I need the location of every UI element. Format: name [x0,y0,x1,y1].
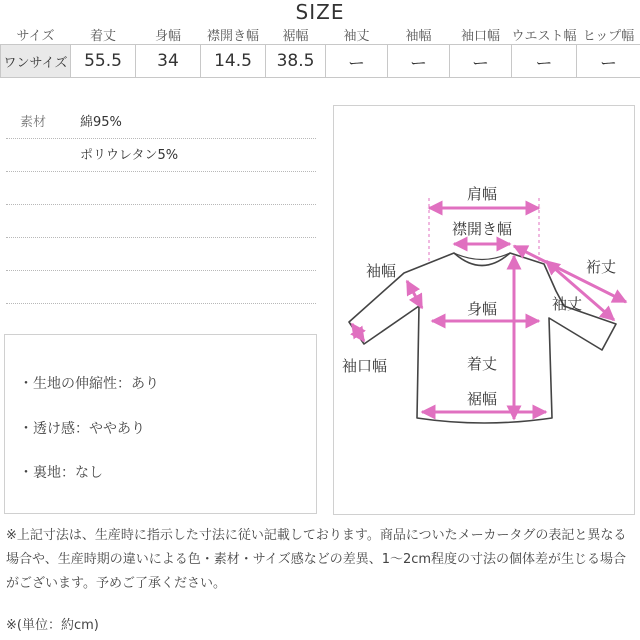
label-length: 着丈 [466,355,498,373]
material-value: ポリウレタン5% [80,148,179,163]
header-body-width: 身幅 [154,28,181,44]
cell-hem-width: 38.5 [266,45,326,78]
header-length: 着丈 [89,28,116,44]
label-yuki: 裄丈 [586,258,617,276]
material-row-empty [6,238,316,271]
cuff-line [352,324,364,341]
label-shoulder: 肩幅 [466,185,498,203]
label-body-width: 身幅 [466,300,498,318]
cell-cuff-width: ー [450,45,512,78]
cell-neck-width: 14.5 [201,45,266,78]
label-neck: 襟開き幅 [451,220,513,238]
material-row-empty [6,271,316,304]
unit-note: ※(単位：約cm) [6,618,99,633]
feature-stretch: ・生地の伸縮性：あり [19,376,159,392]
row-size-name: ワンサイズ [1,45,71,78]
material-row-empty [6,172,316,205]
label-hem: 裾幅 [466,390,498,408]
header-hip-width: ヒップ幅 [582,28,635,44]
label-sleeve-width: 袖幅 [366,262,397,280]
label-sleeve-length: 袖丈 [552,295,583,313]
label-cuff: 袖口幅 [342,357,388,375]
header-sleeve-length: 袖丈 [343,28,370,44]
cell-length: 55.5 [71,45,136,78]
notes-text: ※上記寸法は、生産時に指示した寸法に従い記載しております。商品についたメーカータグの表記と異なる場合や、生産時期の違いによる色・素材・サイズ感などの差異、1～2cm程度の寸法の個体差が生じる場合がございます。予めご了承ください。 [6,528,627,591]
feature-lining: ・裏地：なし [19,465,103,481]
sleeve-width-line [407,281,422,308]
header-cuff-width: 袖口幅 [460,28,500,44]
material-label: 素材 [20,115,47,130]
garment-diagram [334,106,634,514]
cell-waist-width: ー [512,45,577,78]
cell-body-width: 34 [136,45,201,78]
header-waist-width: ウエスト幅 [511,28,577,44]
material-row [6,106,316,139]
size-table [0,24,640,78]
material-row-empty [6,205,316,238]
material-row [6,139,316,172]
features-box [4,334,317,514]
materials-section [6,106,316,304]
cell-sleeve-length: ー [326,45,388,78]
feature-sheerness: ・透け感：ややあり [19,421,145,437]
cell-sleeve-width: ー [388,45,450,78]
table-row [1,45,640,78]
header-size: サイズ [16,28,55,44]
size-title: SIZE [295,0,345,24]
measurement-diagram [333,105,635,515]
material-value: 綿95% [80,115,122,130]
size-table-header-row [1,24,640,45]
header-sleeve-width: 袖幅 [405,28,432,44]
header-hem-width: 裾幅 [282,28,309,44]
cell-hip-width: ー [577,45,640,78]
header-neck-width: 襟開き幅 [206,28,259,44]
